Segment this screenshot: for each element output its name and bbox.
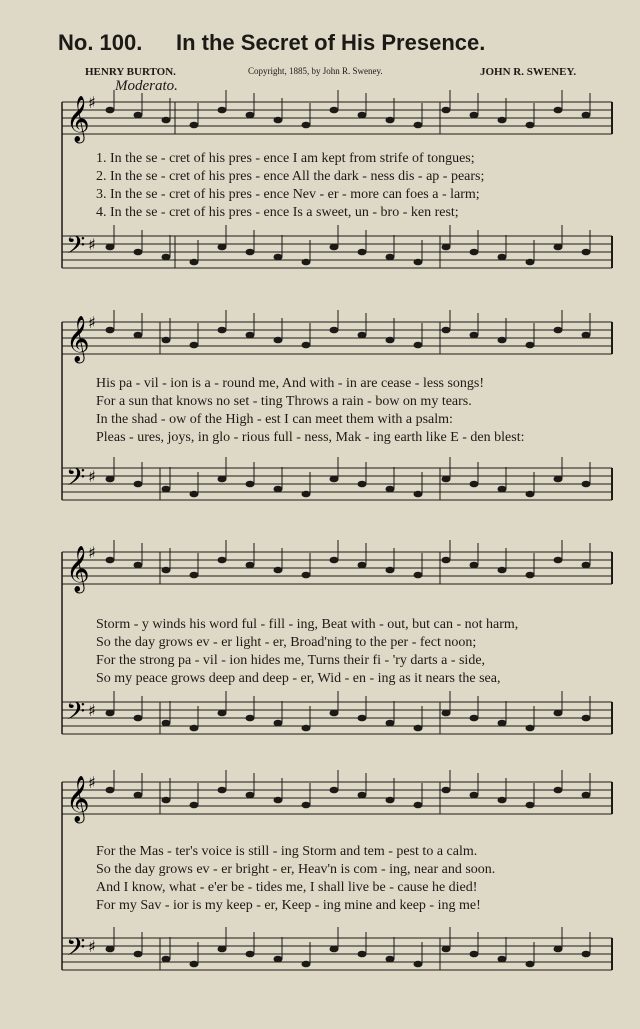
note-head: [246, 951, 255, 958]
note-head: [414, 961, 423, 968]
note-head: [106, 710, 115, 717]
note-head: [386, 720, 395, 727]
note-head: [414, 342, 423, 349]
note-head: [554, 476, 563, 483]
note-head: [442, 476, 451, 483]
note-head: [106, 107, 115, 114]
note-head: [302, 259, 311, 266]
note-head: [330, 107, 339, 114]
note-head: [358, 562, 367, 569]
bass-clef: 𝄢: [66, 933, 86, 968]
note-head: [190, 259, 199, 266]
note-head: [330, 946, 339, 953]
note-head: [134, 562, 143, 569]
note-head: [274, 567, 283, 574]
note-head: [582, 951, 591, 958]
note-head: [218, 557, 227, 564]
note-head: [526, 961, 535, 968]
note-head: [526, 491, 535, 498]
hymn-number: No. 100.: [58, 30, 143, 55]
note-head: [414, 259, 423, 266]
note-head: [554, 244, 563, 251]
note-head: [218, 946, 227, 953]
note-head: [162, 486, 171, 493]
note-head: [582, 481, 591, 488]
note-head: [246, 249, 255, 256]
note-head: [470, 249, 479, 256]
note-head: [554, 710, 563, 717]
note-head: [582, 112, 591, 119]
note-head: [218, 710, 227, 717]
note-head: [190, 725, 199, 732]
note-head: [470, 481, 479, 488]
note-head: [134, 715, 143, 722]
note-head: [162, 956, 171, 963]
note-head: [274, 720, 283, 727]
note-head: [190, 961, 199, 968]
note-head: [554, 787, 563, 794]
note-head: [274, 797, 283, 804]
copyright: Copyright, 1885, by John R. Sweney.: [248, 66, 383, 76]
note-head: [274, 254, 283, 261]
note-head: [274, 337, 283, 344]
note-head: [442, 327, 451, 334]
music-system-4: [0, 770, 640, 1010]
note-head: [218, 787, 227, 794]
note-head: [134, 951, 143, 958]
note-head: [134, 112, 143, 119]
note-head: [162, 254, 171, 261]
note-head: [246, 715, 255, 722]
note-head: [386, 337, 395, 344]
music-system-2: [0, 310, 640, 535]
note-head: [498, 720, 507, 727]
note-head: [358, 715, 367, 722]
note-head: [470, 332, 479, 339]
lyric-verse-4: Pleas - ures, joys, in glo - rious full - ness, Mak - ing earth like E - den blest:: [96, 430, 525, 445]
note-head: [274, 956, 283, 963]
note-head: [358, 112, 367, 119]
note-head: [190, 572, 199, 579]
note-head: [302, 572, 311, 579]
note-head: [218, 244, 227, 251]
note-head: [330, 557, 339, 564]
note-head: [134, 792, 143, 799]
note-head: [554, 557, 563, 564]
note-head: [358, 249, 367, 256]
note-head: [442, 787, 451, 794]
note-head: [386, 254, 395, 261]
note-head: [162, 567, 171, 574]
note-head: [246, 562, 255, 569]
lyric-verse-2: So the day grows ev - er light - er, Broad'ning to the per - fect noon;: [96, 635, 477, 650]
note-head: [162, 117, 171, 124]
note-head: [582, 332, 591, 339]
note-head: [386, 797, 395, 804]
note-head: [582, 249, 591, 256]
note-head: [162, 797, 171, 804]
treble-clef: 𝄞: [66, 316, 90, 362]
note-head: [554, 107, 563, 114]
author: HENRY BURTON.: [85, 66, 176, 78]
note-head: [526, 725, 535, 732]
note-head: [218, 107, 227, 114]
lyric-verse-2: So the day grows ev - er bright - er, Heav'n is com - ing, near and soon.: [96, 862, 496, 877]
note-head: [470, 951, 479, 958]
note-head: [358, 332, 367, 339]
note-head: [582, 792, 591, 799]
note-head: [526, 342, 535, 349]
note-head: [134, 481, 143, 488]
credits: [0, 66, 640, 82]
hymn-title: In the Secret of His Presence.: [176, 30, 486, 55]
note-head: [246, 332, 255, 339]
note-head: [498, 797, 507, 804]
lyric-verse-3: 3. In the se - cret of his pres - ence Nev - er - more can foes a - larm;: [96, 187, 480, 202]
key-signature-sharp: ♯: [88, 467, 96, 486]
lyric-verse-3: For the strong pa - vil - ion hides me, Turns their fi - 'ry darts a - side,: [96, 653, 486, 668]
note-head: [386, 956, 395, 963]
note-head: [246, 112, 255, 119]
note-head: [190, 802, 199, 809]
note-head: [386, 567, 395, 574]
treble-clef: 𝄞: [66, 546, 90, 592]
note-head: [386, 117, 395, 124]
composer: JOHN R. SWENEY.: [480, 66, 577, 78]
note-head: [302, 342, 311, 349]
note-head: [498, 254, 507, 261]
note-head: [414, 725, 423, 732]
note-head: [414, 491, 423, 498]
lyric-verse-3: In the shad - ow of the High - est I can meet them with a psalm:: [96, 412, 453, 427]
note-head: [386, 486, 395, 493]
note-head: [582, 562, 591, 569]
note-head: [330, 787, 339, 794]
note-head: [190, 491, 199, 498]
note-head: [526, 802, 535, 809]
lyric-verse-1: For the Mas - ter's voice is still - ing Storm and tem - pest to a calm.: [96, 844, 478, 859]
note-head: [498, 117, 507, 124]
lyric-verse-1: Storm - y winds his word ful - fill - ing, Beat with - out, but can - not harm,: [96, 617, 519, 632]
note-head: [134, 249, 143, 256]
note-head: [218, 476, 227, 483]
note-head: [106, 244, 115, 251]
note-head: [302, 491, 311, 498]
note-head: [246, 792, 255, 799]
bass-clef: 𝄢: [66, 697, 86, 732]
lyric-verse-4: 4. In the se - cret of his pres - ence Is a sweet, un - bro - ken rest;: [96, 205, 459, 220]
note-head: [190, 122, 199, 129]
note-head: [414, 802, 423, 809]
note-head: [302, 802, 311, 809]
note-head: [470, 715, 479, 722]
note-head: [162, 337, 171, 344]
key-signature-sharp: ♯: [88, 235, 96, 254]
lyric-verse-1: His pa - vil - ion is a - round me, And with - in are cease - less songs!: [96, 376, 485, 391]
key-signature-sharp: ♯: [88, 543, 96, 562]
lyric-verse-3: And I know, what - e'er be - tides me, I shall live be - cause he died!: [96, 880, 478, 895]
note-head: [302, 725, 311, 732]
note-head: [106, 327, 115, 334]
lyric-verse-1: 1. In the se - cret of his pres - ence I am kept from strife of tongues;: [96, 151, 475, 166]
title-row: [58, 30, 618, 60]
note-head: [470, 112, 479, 119]
note-head: [442, 107, 451, 114]
note-head: [218, 327, 227, 334]
key-signature-sharp: ♯: [88, 93, 96, 112]
music-system-1: [0, 90, 640, 300]
lyric-verse-4: So my peace grows deep and deep - er, Wid - en - ing as it nears the sea,: [96, 671, 501, 686]
note-head: [190, 342, 199, 349]
note-head: [442, 710, 451, 717]
note-head: [442, 244, 451, 251]
treble-clef: 𝄞: [66, 776, 90, 822]
note-head: [358, 792, 367, 799]
note-head: [302, 122, 311, 129]
note-head: [582, 715, 591, 722]
note-head: [106, 946, 115, 953]
note-head: [358, 481, 367, 488]
note-head: [554, 946, 563, 953]
note-head: [106, 787, 115, 794]
note-head: [106, 557, 115, 564]
music-system-3: [0, 540, 640, 765]
note-head: [498, 567, 507, 574]
note-head: [358, 951, 367, 958]
note-head: [330, 244, 339, 251]
key-signature-sharp: ♯: [88, 701, 96, 720]
note-head: [246, 481, 255, 488]
note-head: [470, 562, 479, 569]
note-head: [274, 117, 283, 124]
note-head: [106, 476, 115, 483]
note-head: [526, 122, 535, 129]
note-head: [330, 327, 339, 334]
key-signature-sharp: ♯: [88, 773, 96, 792]
note-head: [414, 122, 423, 129]
note-head: [302, 961, 311, 968]
note-head: [274, 486, 283, 493]
note-head: [414, 572, 423, 579]
lyric-verse-2: 2. In the se - cret of his pres - ence All the dark - ness dis - ap - pears;: [96, 169, 485, 184]
treble-clef: 𝄞: [66, 96, 90, 142]
note-head: [134, 332, 143, 339]
note-head: [442, 557, 451, 564]
note-head: [330, 710, 339, 717]
lyric-verse-2: For a sun that knows no set - ting Throws a rain - bow on my tears.: [96, 394, 472, 409]
note-head: [526, 259, 535, 266]
note-head: [554, 327, 563, 334]
bass-clef: 𝄢: [66, 231, 86, 266]
note-head: [526, 572, 535, 579]
key-signature-sharp: ♯: [88, 313, 96, 332]
tempo-marking: Moderato.: [115, 78, 178, 94]
note-head: [498, 486, 507, 493]
note-head: [498, 956, 507, 963]
lyric-verse-4: For my Sav - ior is my keep - er, Keep - ing mine and keep - ing me!: [96, 898, 481, 913]
note-head: [470, 792, 479, 799]
note-head: [330, 476, 339, 483]
note-head: [442, 946, 451, 953]
bass-clef: 𝄢: [66, 463, 86, 498]
key-signature-sharp: ♯: [88, 937, 96, 956]
note-head: [498, 337, 507, 344]
note-head: [162, 720, 171, 727]
